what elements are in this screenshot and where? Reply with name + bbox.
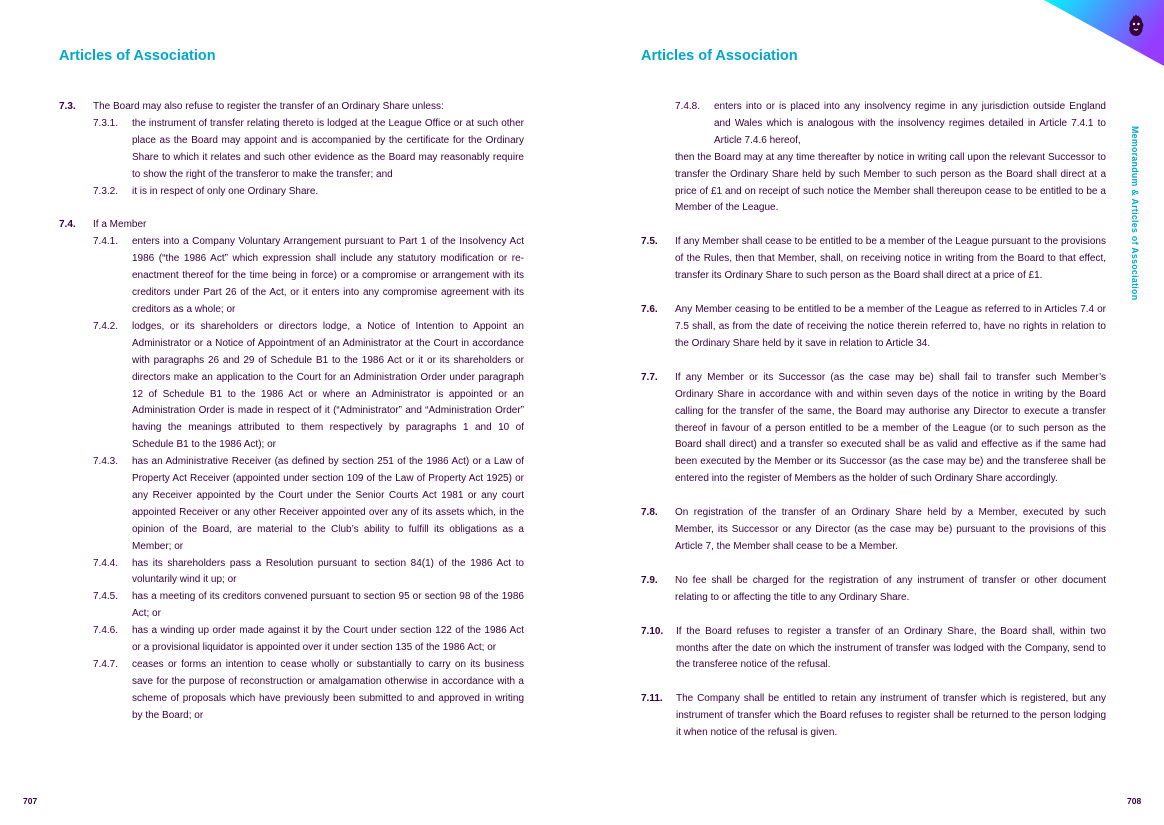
lion-crest-icon [1126, 14, 1146, 38]
article-number: 7.7. [641, 371, 658, 383]
sub-article-text: enters into a Company Voluntary Arrangement pursuant to Part 1 of the Insolvency Act 1986 (“the 1986 Act” which expression shall include any statutory modification or re-enactment thereof for the time being in force) or a compromise or arrangement with its creditors under Part 26 of the Act, or it enters into any compromise agreement with its creditors as a whole; or [132, 236, 524, 315]
article-7-11 [641, 691, 1106, 742]
sub-article-number: 7.4.6. [93, 625, 119, 637]
sub-article-7-4-6 [93, 623, 524, 657]
sub-article-7-4-5 [93, 589, 524, 623]
page-heading-left: Articles of Association [59, 48, 216, 64]
sub-article-number: 7.4.3. [93, 456, 119, 468]
sub-article-7-3-2 [93, 184, 524, 201]
sub-article-number: 7.3.2. [93, 185, 119, 197]
article-7-3 [59, 99, 524, 116]
sub-article-text: lodges, or its shareholders or directors lodge, a Notice of Intention to Appoint an Administrator or a Notice of Appointment of an Administrator at the Court in accordance with paragraphs 26 and 29 of Schedule B1 to the 1986 Act or it or its shareholders or directors make an application to the Court for an Administration Order under paragraph 12 of Schedule B1 to the 1986 Act or where an Administrator is appointed or an Administration Order is made in respect of it (“Administrator” and “Administration Order” having the meanings attributed to them respectively by paragraphs 1 and 10 of Schedule B1 to the 1986 Act); or [132, 320, 524, 451]
article-7-5 [641, 234, 1106, 285]
article-text: If any Member shall cease to be entitled to be a member of the League pursuant to the provisions of the Rules, then that Member, shall, on receiving notice in writing from the Board to that effect, transfer its Ordinary Share to such person as the Board shall direct at a price of £1. [675, 236, 1106, 282]
sub-article-text: the instrument of transfer relating thereto is lodged at the League Office or at such other place as the Board may appoint and is accompanied by the certificate for the Ordinary Share to which it relates and such other evidence as the Board may reasonably require to show the right of the transferor to make the transfer; and [132, 117, 524, 180]
sub-article-text: ceases or forms an intention to cease wholly or substantially to carry on its business save for the purpose of reconstruction or amalgamation otherwise in accordance with a scheme of proposals which have previously been submitted to and approved in writing by the Board; or [132, 659, 524, 721]
article-text: If a Member [93, 219, 147, 231]
article-number: 7.5. [641, 236, 658, 248]
sub-article-text: has a winding up order made against it by the Court under section 122 of the 1986 Act or a provisional liquidator is appointed over it under section 135 of the 1986 Act; or [132, 625, 524, 654]
right-body [641, 99, 1106, 742]
article-number: 7.3. [59, 101, 76, 112]
sub-article-number: 7.4.1. [93, 236, 119, 248]
article-text: Any Member ceasing to be entitled to be a member of the League as referred to in Articles 7.4 or 7.5 shall, as from the date of receiving the notice therein referred to, have no rights in relation to the Ordinary Share held by it save in relation to Article 34. [675, 304, 1106, 349]
sub-article-7-4-7 [93, 657, 524, 725]
sub-article-number: 7.4.5. [93, 591, 119, 603]
article-number-blank [641, 150, 675, 218]
sub-article-text: has a meeting of its creditors convened pursuant to section 95 or section 98 of the 1986 Act; or [132, 591, 524, 620]
article-7-8 [641, 505, 1106, 556]
article-text: If the Board refuses to register a transfer of an Ordinary Share, the Board shall, within two months after the date on which the instrument of transfer was lodged with the Company, send to the transferee notice of the refusal. [676, 625, 1106, 671]
article-7-10 [641, 624, 1106, 675]
left-body [59, 99, 524, 725]
sub-article-number: 7.4.8. [675, 101, 701, 112]
sub-article-7-4-2 [93, 319, 524, 454]
sub-article-number: 7.4.2. [93, 320, 119, 332]
right-page [582, 0, 1164, 825]
spacer [641, 353, 1106, 370]
page-number-right: 708 [1127, 796, 1142, 806]
spacer [641, 285, 1106, 302]
page-number-left: 707 [23, 796, 38, 806]
corner-gradient-decoration [1044, 0, 1164, 70]
article-text: No fee shall be charged for the registration of any instrument of transfer or other document relating to or affecting the title to any Ordinary Share. [675, 574, 1106, 603]
sub-article-number: 7.3.1. [93, 117, 119, 129]
article-number: 7.8. [641, 507, 658, 519]
sub-article-text: it is in respect of only one Ordinary Share. [132, 185, 319, 197]
article-7-9 [641, 573, 1106, 607]
sub-article-text: has an Administrative Receiver (as defined by section 251 of the 1986 Act) or a Law of Property Act Receiver (appointed under section 109 of the Law of Property Act 1925) or any Receiver appointed by the Court under the Senior Courts Act 1981 or any court appointed Receiver or any other Receiver appointed over any of its assets which, in the opinion of the Board, are material to the Club’s ability to fulfill its obligations as a Member; or [132, 456, 524, 552]
article-text: The Company shall be entitled to retain any instrument of transfer which is registered, but any instrument of transfer which the Board refuses to register shall be returned to the person lodging it when notice of the refusal is given. [676, 693, 1106, 739]
spacer [641, 217, 1106, 234]
sub-article-7-4-1 [93, 234, 524, 319]
spacer [641, 556, 1106, 573]
article-number: 7.9. [641, 574, 658, 586]
spacer [641, 488, 1106, 505]
sub-article-number: 7.4.7. [93, 659, 119, 670]
article-7-4-continuation [641, 150, 1106, 218]
sub-article-7-3-1 [93, 116, 524, 184]
article-text: The Board may also refuse to register the transfer of an Ordinary Share unless: [93, 101, 444, 112]
article-text: On registration of the transfer of an Ordinary Share held by a Member, executed by such Member, its Successor or any Director (as the case may be) pursuant to the provisions of this Article 7, the Member shall cease to be a Member. [675, 507, 1106, 552]
sub-article-text: enters into or is placed into any insolvency regime in any jurisdiction outside England and Wales which is analogous with the insolvency regimes detailed in Article 7.4.1 to Article 7.4.6 hereof, [714, 101, 1106, 146]
article-number: 7.4. [59, 219, 76, 231]
sub-article-7-4-8 [675, 99, 1106, 150]
article-text: then the Board may at any time thereafter by notice in writing call upon the relevant Successor to transfer the Ordinary Share held by such Member to such person as the Board shall direct at a price of £1 and on receipt of such notice the Member shall thereupon cease to be entitled to be a Member of the League. [675, 151, 1106, 214]
spacer [641, 674, 1106, 691]
article-number: 7.6. [641, 304, 658, 316]
sub-article-number: 7.4.4. [93, 557, 119, 569]
article-text: If any Member or its Successor (as the case may be) shall fail to transfer such Member’s Ordinary Share in accordance with and within seven days of the notice in writing by the Board calling for the transfer of the same, the Board may authorise any Director to execute a transfer thereof in favour of a person entitled to be a member of the League (or to such person as the Board shall direct) and a transfer so executed shall be as valid and effective as if the same had been executed by the Member or its Successor (as the case may be) and the transferee shall be entered into the register of Members as the holder of such Ordinary Share accordingly. [675, 371, 1106, 485]
article-number: 7.11. [641, 693, 663, 705]
article-number: 7.10. [641, 625, 664, 637]
side-section-label: Memorandum & Articles of Association [1130, 126, 1140, 301]
spacer [59, 200, 524, 217]
article-7-7 [641, 370, 1106, 488]
spacer [641, 607, 1106, 624]
sub-article-7-4-4 [93, 556, 524, 590]
sub-article-text: has its shareholders pass a Resolution pursuant to section 84(1) of the 1986 Act to voluntarily wind it up; or [132, 557, 524, 586]
article-7-4 [59, 217, 524, 234]
article-7-6 [641, 302, 1106, 353]
page-heading-right: Articles of Association [641, 48, 798, 64]
sub-article-7-4-3 [93, 454, 524, 555]
